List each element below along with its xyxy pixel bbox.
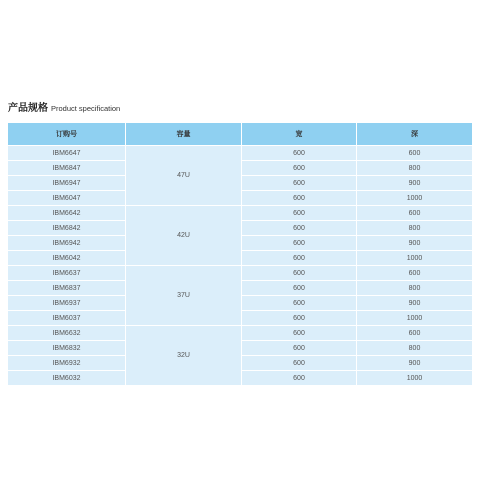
capacity-cell: 47U xyxy=(126,145,242,205)
capacity-cell: 37U xyxy=(126,265,242,325)
depth-cell: 1000 xyxy=(357,190,472,205)
depth-cell: 600 xyxy=(357,145,472,160)
order-number-cell: IBM6032 xyxy=(8,370,126,385)
table-row xyxy=(8,265,472,280)
order-number-cell: IBM6642 xyxy=(8,205,126,220)
depth-cell: 900 xyxy=(357,235,472,250)
width-cell: 600 xyxy=(242,250,357,265)
width-cell: 600 xyxy=(242,190,357,205)
order-number-cell: IBM6637 xyxy=(8,265,126,280)
order-number-cell: IBM6037 xyxy=(8,310,126,325)
width-cell: 600 xyxy=(242,355,357,370)
column-header-width: 宽 xyxy=(242,123,357,145)
depth-cell: 800 xyxy=(357,160,472,175)
order-number-cell: IBM6942 xyxy=(8,235,126,250)
depth-cell: 600 xyxy=(357,325,472,340)
capacity-cell: 42U xyxy=(126,205,242,265)
spec-heading xyxy=(8,99,120,114)
depth-cell: 800 xyxy=(357,340,472,355)
width-cell: 600 xyxy=(242,235,357,250)
order-number-cell: IBM6932 xyxy=(8,355,126,370)
width-cell: 600 xyxy=(242,265,357,280)
column-header-depth: 深 xyxy=(357,123,472,145)
width-cell: 600 xyxy=(242,310,357,325)
spec-heading-en: Product specification xyxy=(51,104,121,113)
width-cell: 600 xyxy=(242,340,357,355)
width-cell: 600 xyxy=(242,205,357,220)
spec-table xyxy=(8,123,472,385)
width-cell: 600 xyxy=(242,370,357,385)
order-number-cell: IBM6832 xyxy=(8,340,126,355)
depth-cell: 900 xyxy=(357,295,472,310)
spec-heading-cn: 产品规格 xyxy=(8,103,48,114)
depth-cell: 1000 xyxy=(357,310,472,325)
spec-table-header xyxy=(8,123,472,145)
depth-cell: 900 xyxy=(357,355,472,370)
order-number-cell: IBM6837 xyxy=(8,280,126,295)
depth-cell: 600 xyxy=(357,265,472,280)
width-cell: 600 xyxy=(242,145,357,160)
depth-cell: 800 xyxy=(357,280,472,295)
depth-cell: 900 xyxy=(357,175,472,190)
depth-cell: 600 xyxy=(357,205,472,220)
column-header-capacity: 容量 xyxy=(126,123,242,145)
order-number-cell: IBM6847 xyxy=(8,160,126,175)
width-cell: 600 xyxy=(242,325,357,340)
depth-cell: 1000 xyxy=(357,370,472,385)
table-row xyxy=(8,325,472,340)
order-number-cell: IBM6632 xyxy=(8,325,126,340)
width-cell: 600 xyxy=(242,280,357,295)
column-header-order-no: 订购号 xyxy=(8,123,126,145)
depth-cell: 1000 xyxy=(357,250,472,265)
table-row xyxy=(8,145,472,160)
table-row xyxy=(8,205,472,220)
order-number-cell: IBM6647 xyxy=(8,145,126,160)
capacity-cell: 32U xyxy=(126,325,242,385)
width-cell: 600 xyxy=(242,220,357,235)
order-number-cell: IBM6047 xyxy=(8,190,126,205)
spec-table-body xyxy=(8,145,472,385)
order-number-cell: IBM6947 xyxy=(8,175,126,190)
order-number-cell: IBM6042 xyxy=(8,250,126,265)
depth-cell: 800 xyxy=(357,220,472,235)
width-cell: 600 xyxy=(242,175,357,190)
width-cell: 600 xyxy=(242,295,357,310)
order-number-cell: IBM6842 xyxy=(8,220,126,235)
order-number-cell: IBM6937 xyxy=(8,295,126,310)
width-cell: 600 xyxy=(242,160,357,175)
